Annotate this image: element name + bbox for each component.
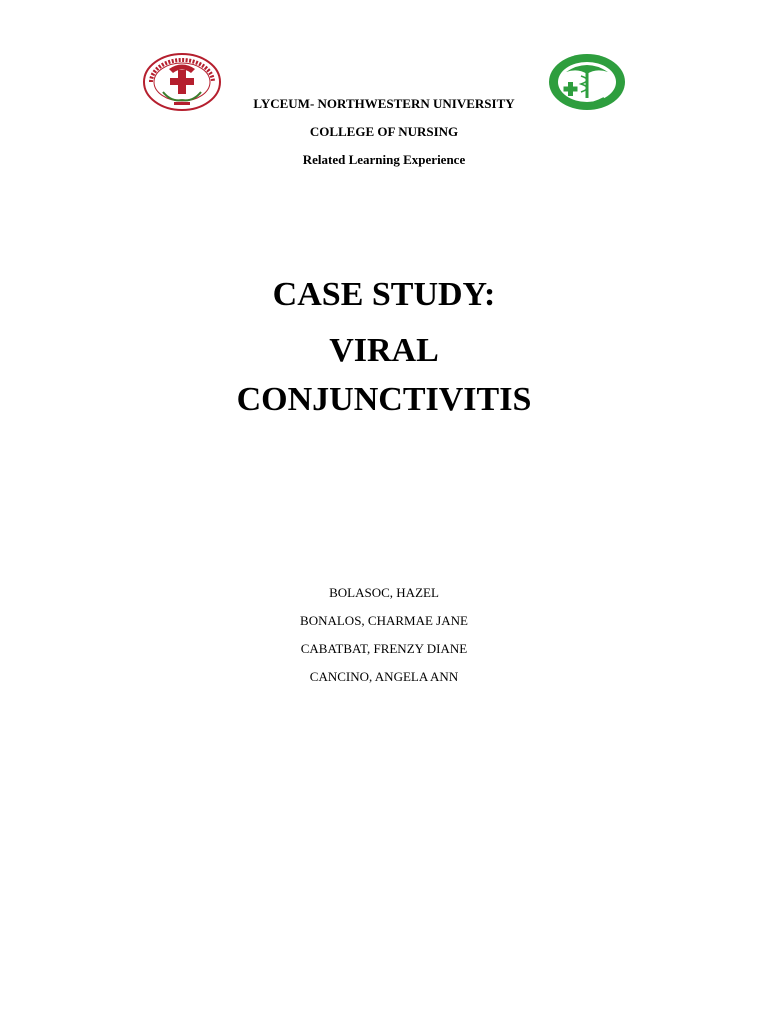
university-name: LYCEUM- NORTHWESTERN UNIVERSITY bbox=[253, 96, 515, 111]
title-line-2: VIRAL bbox=[329, 332, 439, 369]
author-name: CABATBAT, FRENZY DIANE bbox=[300, 641, 468, 656]
document-subtitle: Related Learning Experience bbox=[302, 152, 466, 167]
author-name: CANCINO, ANGELA ANN bbox=[309, 669, 459, 684]
title-line-1: CASE STUDY: bbox=[272, 276, 496, 313]
author-name: BOLASOC, HAZEL bbox=[329, 585, 439, 600]
author-name: BONALOS, CHARMAE JANE bbox=[300, 613, 468, 628]
college-name: COLLEGE OF NURSING bbox=[309, 124, 459, 139]
title-line-3: CONJUNCTIVITIS bbox=[236, 381, 532, 418]
